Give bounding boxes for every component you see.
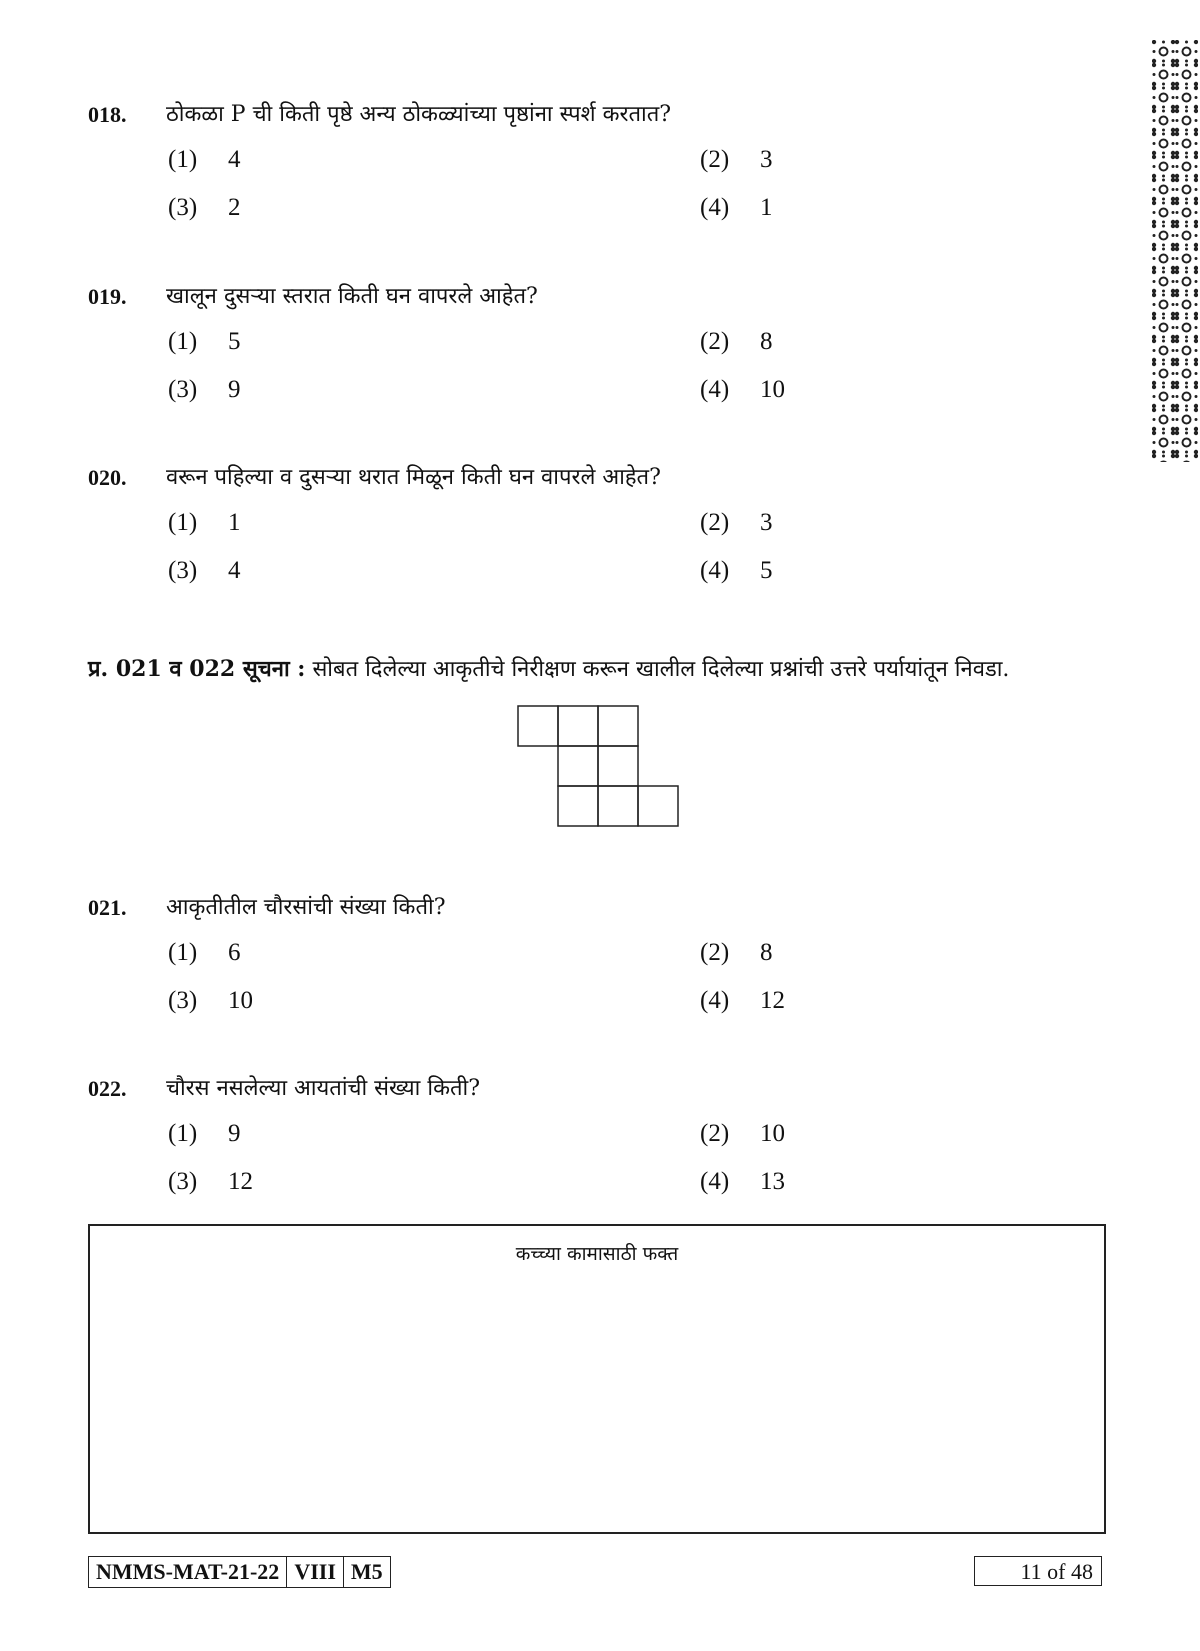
page-number: 11 of 48 [974,1556,1102,1586]
grid-cell [558,746,598,786]
grid-cell [598,706,638,746]
grid-cell [638,786,678,826]
decorative-border-pattern [1152,40,1198,462]
option-4[interactable]: (4) 12 [700,987,785,1014]
grid-cell [598,746,638,786]
question-number: 018. [88,102,127,127]
option-4[interactable]: (4) 13 [700,1168,785,1195]
option-2[interactable]: (2) 3 [700,509,773,536]
question-018 [88,100,1108,230]
option-3[interactable]: (3) 10 [168,987,253,1014]
grid-cell [518,706,558,746]
question-number: 022. [88,1076,127,1101]
grid-cell [558,786,598,826]
option-4[interactable]: (4) 10 [700,376,785,403]
question-019 [88,282,1108,412]
question-number: 020. [88,465,127,490]
exam-class: VIII [287,1557,344,1587]
instruction [88,654,1188,685]
footer-code-box [88,1556,391,1588]
option-4[interactable]: (4) 1 [700,194,773,221]
question-text: खालून दुसऱ्या स्तरात किती घन वापरले आहेत? [166,284,538,309]
question-022 [88,1074,1108,1204]
option-4[interactable]: (4) 5 [700,557,773,584]
question-text: चौरस नसलेल्या आयतांची संख्या किती? [166,1076,480,1101]
option-3[interactable]: (3) 4 [168,557,241,584]
grid-cell [598,786,638,826]
rough-work-title: कच्च्या कामासाठी फक्त [515,1243,679,1265]
option-3[interactable]: (3) 2 [168,194,241,221]
option-1[interactable]: (1) 5 [168,328,241,355]
question-text: वरून पहिल्या व दुसऱ्या थरात मिळून किती घन वापरले आहेत? [166,465,661,490]
question-number: 021. [88,895,127,920]
option-2[interactable]: (2) 8 [700,939,773,966]
rough-work-box [88,1224,1106,1534]
option-3[interactable]: (3) 9 [168,376,241,403]
option-1[interactable]: (1) 1 [168,509,241,536]
question-020 [88,463,1108,593]
option-2[interactable]: (2) 10 [700,1120,785,1147]
question-number: 019. [88,284,127,309]
question-021 [88,893,1108,1023]
option-2[interactable]: (2) 3 [700,146,773,173]
option-3[interactable]: (3) 12 [168,1168,253,1195]
option-2[interactable]: (2) 8 [700,328,773,355]
instruction-text: सोबत दिलेल्या आकृतीचे निरीक्षण करून खालील दिलेल्या प्रश्नांची उत्तरे पर्यायांतून निवडा. [312,657,1010,682]
instruction-heading: प्र. 021 व 022 सूचना : [88,656,306,682]
option-1[interactable]: (1) 9 [168,1120,241,1147]
grid-cell [558,706,598,746]
question-text: ठोकळा P ची किती पृष्ठे अन्य ठोकळ्यांच्या पृष्ठांना स्पर्श करतात? [166,102,672,127]
option-1[interactable]: (1) 4 [168,146,241,173]
square-grid-figure [516,704,680,828]
option-1[interactable]: (1) 6 [168,939,241,966]
exam-set: M5 [350,1559,383,1584]
exam-code: NMMS-MAT-21-22 [89,1557,287,1587]
question-text: आकृतीतील चौरसांची संख्या किती? [166,895,446,920]
